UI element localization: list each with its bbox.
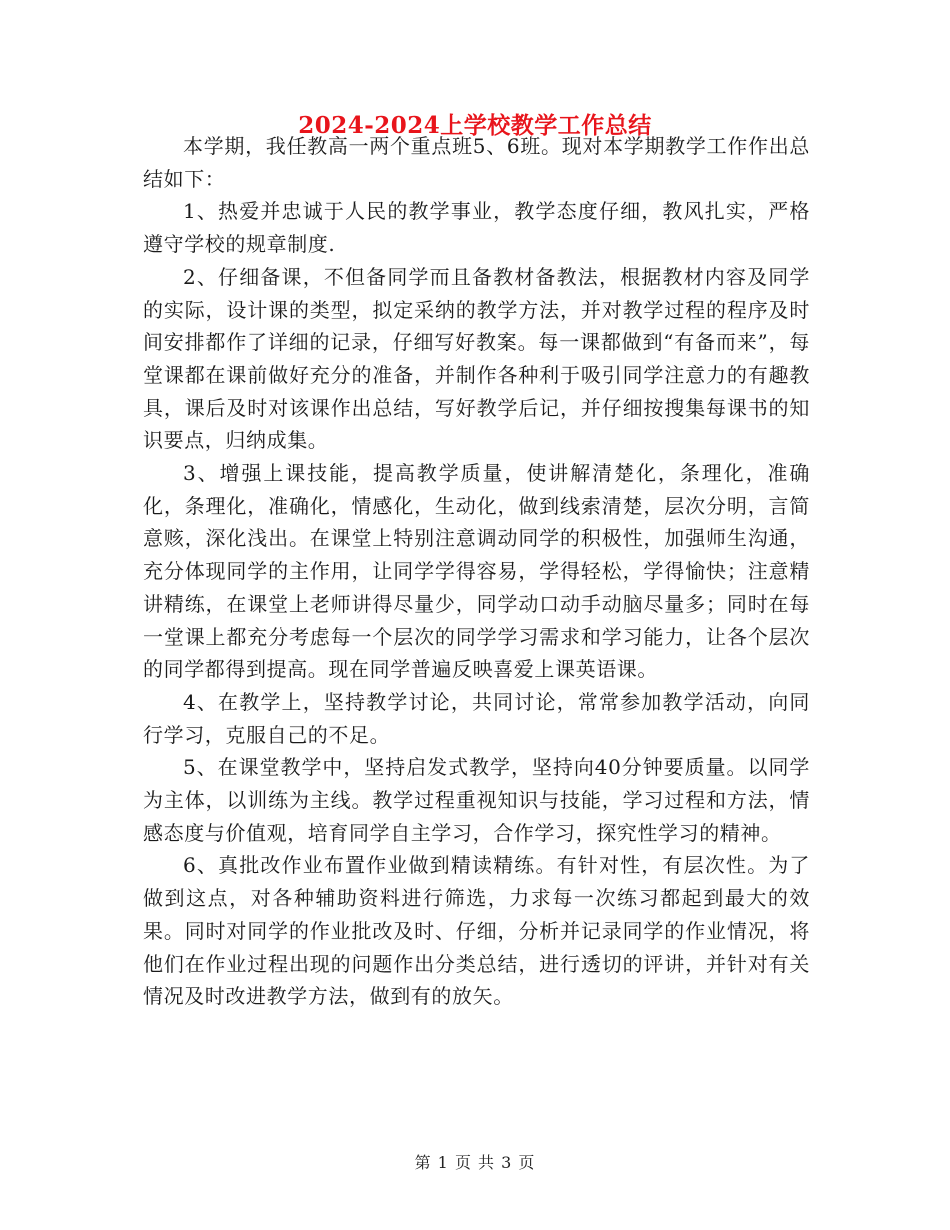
paragraph-item-2: 2、仔细备课，不但备同学而且备教材备教法，根据教材内容及同学的实际，设计课的类型，拟定采纳的教学方法，并对教学过程的程序及时间安排都作了详细的记录，仔细写好教案。每一课都做到“有备而来”，每堂课都在课前做好充分的准备，并制作各种利于吸引同学注意力的有趣教具，课后及时对该课作出总结，写好教学后记，并仔细按搜集每课书的知识要点，归纳成集。 (143, 264, 810, 453)
paragraph-item-1: 1、热爱并忠诚于人民的教学事业，教学态度仔细，教风扎实，严格遵守学校的规章制度. (143, 199, 810, 257)
page-footer: 第 1 页 共 3 页 (414, 1153, 536, 1172)
paragraph-item-6: 6、真批改作业布置作业做到精读精练。有针对性，有层次性。为了做到这点，对各种辅助资料进行筛选，力求每一次练习都起到最大的效果。同时对同学的作业批改及时、仔细，分析并记录同学的作业情况，将他们在作业过程出现的问题作出分类总结，进行透切的评讲，并针对有关情况及时改进教学方法，做到有的放矢。 (143, 853, 810, 1009)
paragraph-item-4: 4、在教学上，坚持教学讨论，共同讨论，常常参加教学活动，向同行学习，克服自己的不足。 (143, 689, 810, 747)
document-title: 2024-2024上学校教学工作总结 (298, 112, 652, 139)
paragraph-intro: 本学期，我任教高一两个重点班5、6班。现对本学期教学工作作出总结如下： (143, 134, 810, 191)
document-body (143, 130, 810, 1013)
paragraph-item-3: 3、增强上课技能，提高教学质量，使讲解清楚化，条理化，准确化，条理化，准确化，情感化，生动化，做到线索清楚，层次分明，言简意赅，深化浅出。在课堂上特别注意调动同学的积极性，加强师生沟通，充分体现同学的主作用，让同学学得容易，学得轻松，学得愉快；注意精讲精练，在课堂上老师讲得尽量少，同学动口动手动脑尽量多；同时在每一堂课上都充分考虑每一个层次的同学学习需求和学习能力，让各个层次的同学都得到提高。现在同学普遍反映喜爱上课英语课。 (143, 461, 810, 682)
paragraph-item-5: 5、在课堂教学中，坚持启发式教学，坚持向40分钟要质量。以同学为主体，以训练为主线。教学过程重视知识与技能，学习过程和方法，情感态度与价值观，培育同学自主学习，合作学习，探究性学习的精神。 (143, 755, 810, 845)
